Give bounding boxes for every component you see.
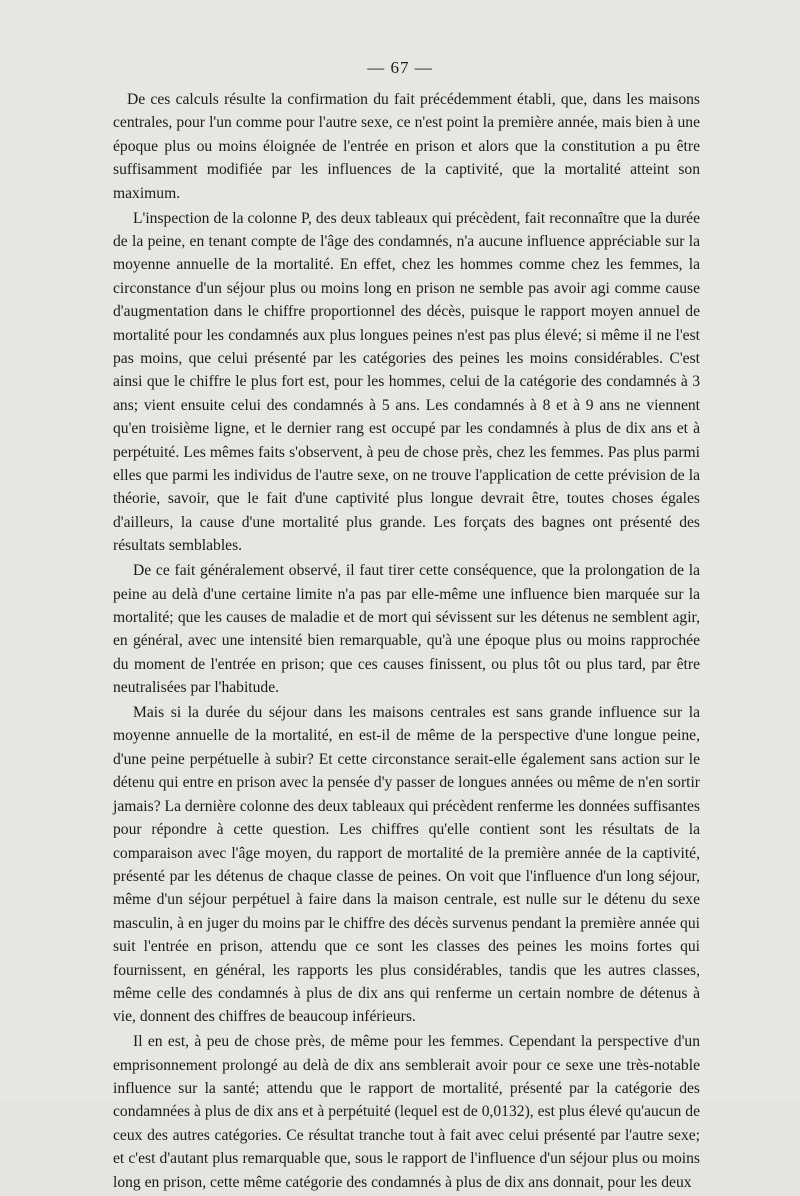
paragraph: Il en est, à peu de chose près, de même pour les femmes. Cependant la perspective d'un emprisonnement prolongé au delà de dix ans semblerait avoir pour ce sexe une très-notable influence sur la santé; attendu que le rapport de mortalité, présenté par la catégorie des condamnées à plus de dix ans et à perpétuité (lequel est de 0,0132), est plus élevé qu'aucun de ceux des autres catégories. Ce résultat tranche tout à fait avec celui présenté par l'autre sexe; et c'est d'autant plus remarquable que, sous le rapport de l'influence d'un séjour plus ou moins long en prison, cette même catégorie des condamnés à plus de dix ans donnait, pour les deux	[113, 1033, 700, 1191]
body-text	[113, 88, 700, 1196]
paragraph: Mais si la durée du séjour dans les maisons centrales est sans grande influence sur la moyenne annuelle de la mortalité, en est-il de même de la perspective d'une longue peine, d'une peine perpétuelle à subir? Et cette circonstance serait-elle également sans action sur le détenu qui entre en prison avec la pensée d'y passer de longues années ou même de n'en sortir jamais? La dernière colonne des deux tableaux qui précèdent renferme les données suffisantes pour répondre à cette question. Les chiffres qu'elle contient sont les résultats de la comparaison avec l'âge moyen, du rapport de mortalité de la première année de la captivité, présenté par les détenus de chaque classe de peines. On voit que l'influence d'un long séjour, même d'un séjour perpétuel à faire dans la maison centrale, est nulle sur le détenu du sexe masculin, à en juger du moins par le chiffre des décès survenus pendant la première année qui suit l'entrée en prison, attendu que ce sont les classes des peines les moins fortes qui fournissent, en général, les rapports les plus considérables, tandis que les autres classes, même celle des condamnés à plus de dix ans qui renferme un certain nombre de détenus à vie, donnent des chiffres de beaucoup inférieurs.	[113, 704, 700, 1026]
page-number: — 67 —	[367, 58, 433, 77]
paragraph: De ce fait généralement observé, il faut tirer cette conséquence, que la prolongation de la peine au delà d'une certaine limite n'a pas par elle-même une influence bien marquée sur la mortalité; que les causes de maladie et de mort qui sévissent sur les détenus ne semblent agir, en général, avec une intensité bien remarquable, qu'à une époque plus ou moins rapprochée du moment de l'entrée en prison; que ces causes finissent, ou plus tôt ou plus tard, par être neutralisées par l'habitude.	[113, 562, 700, 697]
paragraph: L'inspection de la colonne P, des deux tableaux qui précèdent, fait reconnaître que la durée de la peine, en tenant compte de l'âge des condamnés, n'a aucune influence appréciable sur la moyenne annuelle de la mortalité. En effet, chez les hommes comme chez les femmes, la circonstance d'un séjour plus ou moins long en prison ne semble pas avoir agi comme cause d'augmentation dans le chiffre proportionnel des décès, puisque le rapport moyen annuel de mortalité pour les condamnés aux plus longues peines n'est pas plus élevé; si même il ne l'est pas moins, que celui présenté par les catégories des peines les moins considérables. C'est ainsi que le chiffre le plus fort est, pour les hommes, celui de la catégorie des condamnés à 3 ans; vient ensuite celui des condamnés à 5 ans. Les condamnés à 8 et à 9 ans ne viennent qu'en troisième ligne, et le dernier rang est occupé par les condamnés à plus de dix ans et à perpétuité. Les mêmes faits s'observent, à peu de chose près, chez les femmes. Pas plus parmi elles que parmi les individus de l'autre sexe, on ne trouve l'application de cette prévision de la théorie, savoir, que le fait d'une captivité plus longue devrait être, toutes choses égales d'ailleurs, la cause d'une mortalité plus grande. Les forçats des bagnes ont présenté des résultats semblables.	[113, 209, 700, 555]
paragraph: De ces calculs résulte la confirmation du fait précédemment établi, que, dans les maisons centrales, pour l'un comme pour l'autre sexe, ce n'est point la première année, mais bien à une époque plus ou moins éloignée de l'entrée en prison et alors que la constitution a pu être suffisamment modifiée par les influences de la captivité, que la mortalité atteint son maximum.	[113, 91, 700, 202]
